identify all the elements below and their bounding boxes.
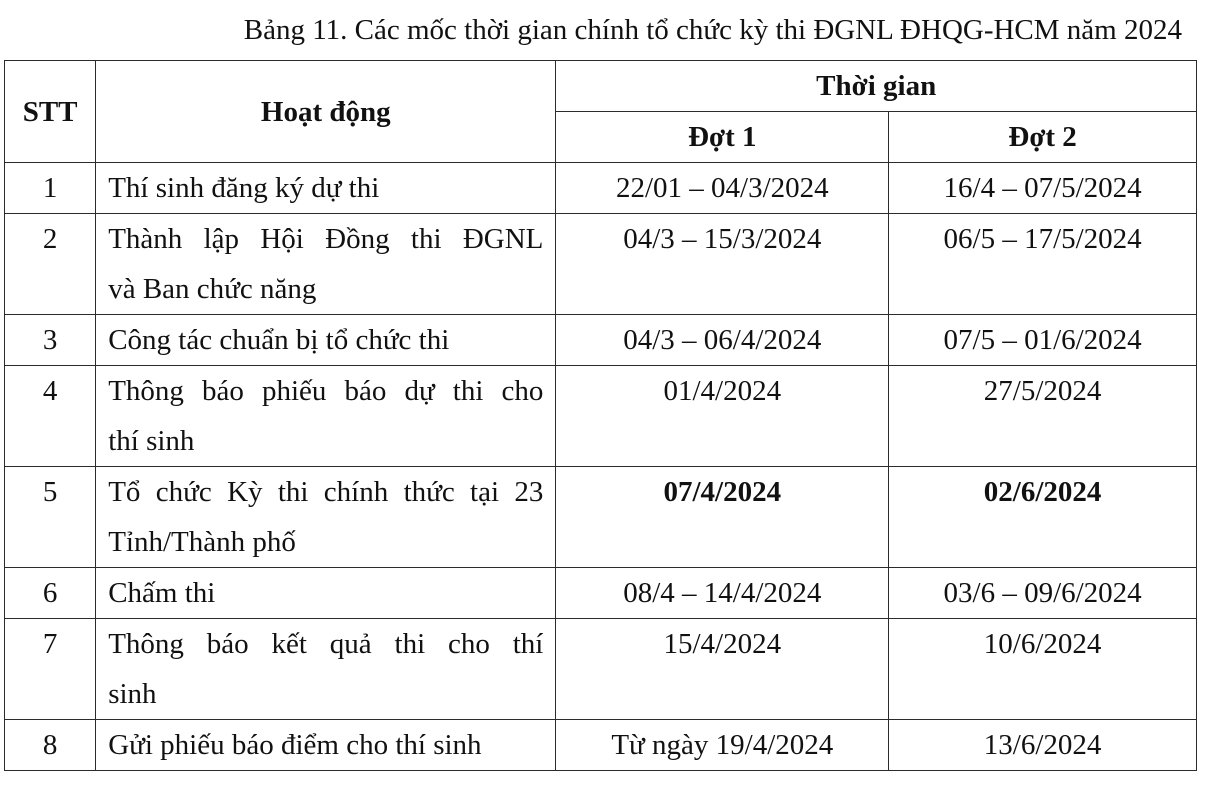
row-number: 1	[5, 163, 96, 214]
header-row	[5, 61, 1197, 112]
activity-cell	[96, 315, 556, 366]
round2-date: 10/6/2024	[889, 619, 1197, 720]
round2-date: 03/6 – 09/6/2024	[889, 568, 1197, 619]
round1-date: Từ ngày 19/4/2024	[556, 720, 889, 771]
activity-cell	[96, 568, 556, 619]
round1-date: 07/4/2024	[556, 467, 889, 568]
table-row	[5, 163, 1197, 214]
header-round2: Đợt 2	[889, 112, 1197, 163]
round2-date: 07/5 – 01/6/2024	[889, 315, 1197, 366]
table-row	[5, 568, 1197, 619]
activity-text: thí sinh	[108, 425, 195, 457]
activity-text: Gửi phiếu báo điểm cho thí sinh	[108, 729, 482, 761]
activity-text: sinh	[108, 678, 157, 710]
row-number: 6	[5, 568, 96, 619]
round2-date: 27/5/2024	[889, 366, 1197, 467]
header-stt: STT	[5, 61, 96, 163]
round1-date: 15/4/2024	[556, 619, 889, 720]
activity-text: Tỉnh/Thành phố	[108, 526, 296, 558]
table-body	[5, 163, 1197, 771]
activity-cell	[96, 467, 556, 568]
activity-cell	[96, 366, 556, 467]
activity-cell	[96, 619, 556, 720]
round1-date: 01/4/2024	[556, 366, 889, 467]
activity-cell	[96, 720, 556, 771]
table-row	[5, 214, 1197, 315]
schedule-table	[4, 60, 1197, 771]
table-caption: Bảng 11. Các mốc thời gian chính tổ chức kỳ thi ĐGNL ĐHQG-HCM năm 2024	[243, 14, 1182, 46]
round1-date: 08/4 – 14/4/2024	[556, 568, 889, 619]
header-time: Thời gian	[556, 61, 1197, 112]
table-row	[5, 619, 1197, 720]
row-number: 2	[5, 214, 96, 315]
activity-text: Thí sinh đăng ký dự thi	[108, 172, 380, 204]
row-number: 4	[5, 366, 96, 467]
table-row	[5, 720, 1197, 771]
activity-cell	[96, 214, 556, 315]
activity-text: Thành lập Hội Đồng thi ĐGNL	[108, 223, 544, 255]
activity-text: Tổ chức Kỳ thi chính thức tại 23	[108, 476, 544, 508]
round2-date: 06/5 – 17/5/2024	[889, 214, 1197, 315]
activity-text: Chấm thi	[108, 577, 216, 609]
round2-date: 13/6/2024	[889, 720, 1197, 771]
round1-date: 04/3 – 15/3/2024	[556, 214, 889, 315]
activity-text: Công tác chuẩn bị tổ chức thi	[108, 324, 450, 356]
row-number: 8	[5, 720, 96, 771]
row-number: 3	[5, 315, 96, 366]
activity-text: Thông báo phiếu báo dự thi cho	[108, 375, 544, 407]
round2-date: 02/6/2024	[889, 467, 1197, 568]
activity-text: và Ban chức năng	[108, 273, 317, 305]
table-row	[5, 467, 1197, 568]
table-row	[5, 315, 1197, 366]
round2-date: 16/4 – 07/5/2024	[889, 163, 1197, 214]
round1-date: 04/3 – 06/4/2024	[556, 315, 889, 366]
row-number: 5	[5, 467, 96, 568]
header-activity: Hoạt động	[96, 61, 556, 163]
table-row	[5, 366, 1197, 467]
activity-cell	[96, 163, 556, 214]
header-round1: Đợt 1	[556, 112, 889, 163]
activity-text: Thông báo kết quả thi cho thí	[108, 628, 544, 660]
round1-date: 22/01 – 04/3/2024	[556, 163, 889, 214]
row-number: 7	[5, 619, 96, 720]
